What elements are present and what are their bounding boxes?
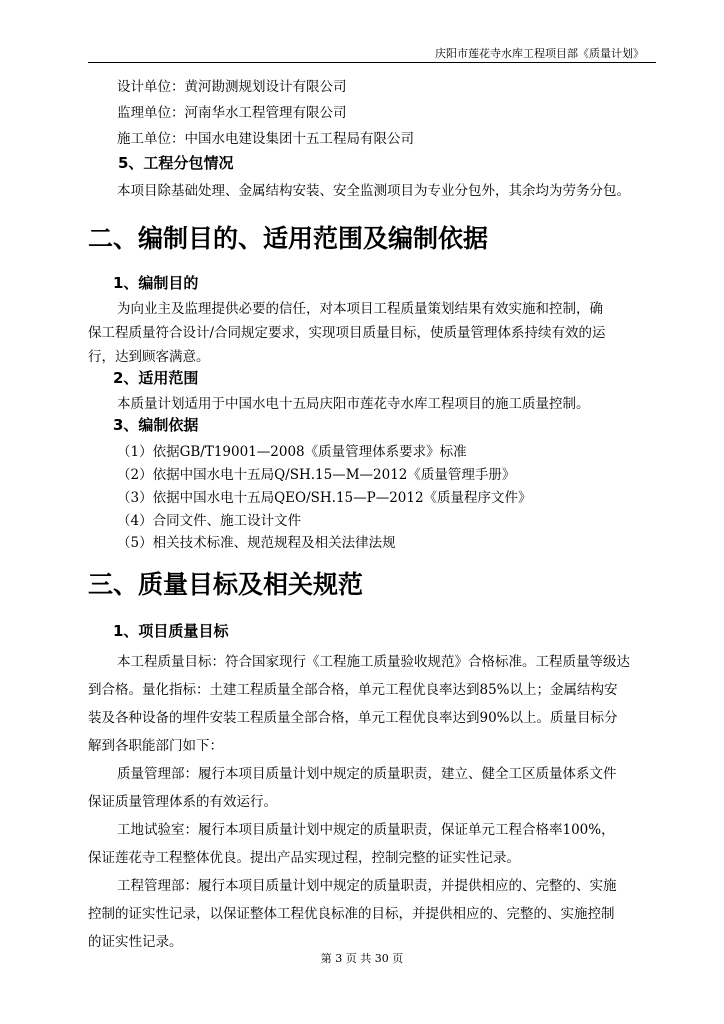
goal-line: 到合格。量化指标：土建工程质量全部合格，单元工程优良率达到85%以上；金属结构安 [88,682,618,698]
basis-heading: 3、编制依据 [113,416,199,434]
header-rule [88,62,656,63]
page-header: 庆阳市莲花寺水库工程项目部《质量计划》 [435,47,644,60]
basis-item: （1）依据GB/T19001—2008《质量管理体系要求》标准 [117,444,467,460]
supervision-unit: 监理单位：河南华水工程管理有限公司 [117,105,347,121]
goal-line: 装及各种设备的埋件安装工程质量全部合格，单元工程优良率达到90%以上。质量目标分 [88,710,618,726]
goal-line: 的证实性记录。 [88,934,183,950]
goal-line: 工地试验室：履行本项目质量计划中规定的质量职责，保证单元工程合格率100%， [117,822,615,838]
chapter-3-title: 三、质量目标及相关规范 [88,570,364,599]
goal-line: 解到各职能部门如下： [88,738,223,754]
chapter-2-title: 二、编制目的、适用范围及编制依据 [88,224,489,253]
goal-line: 保证质量管理体系的有效运行。 [88,794,277,810]
goal-line: 保证莲花寺工程整体优良。提出产品实现过程，控制完整的证实性记录。 [88,850,520,866]
goal-line: 质量管理部：履行本项目质量计划中规定的质量职责，建立、健全工区质量体系文件 [117,766,617,782]
scope-text: 本质量计划适用于中国水电十五局庆阳市莲花寺水库工程项目的施工质量控制。 [117,396,590,412]
basis-item: （3）依据中国水电十五局QEO/SH.15—P—2012《质量程序文件》 [117,490,532,506]
page-number: 第 3 页 共 30 页 [320,952,404,965]
goal-line: 控制的证实性记录，以保证整体工程优良标准的目标，并提供相应的、完整的、实施控制 [88,906,615,922]
design-unit: 设计单位：黄河勘测规划设计有限公司 [117,79,347,95]
section-5-heading: 5、工程分包情况 [118,154,234,172]
goal-heading: 1、项目质量目标 [113,622,229,640]
basis-item: （4）合同文件、施工设计文件 [117,513,302,529]
basis-item: （2）依据中国水电十五局Q/SH.15—M—2012《质量管理手册》 [117,467,516,483]
purpose-line: 行，达到顾客满意。 [88,349,210,365]
goal-line: 本工程质量目标：符合国家现行《工程施工质量验收规范》合格标准。工程质量等级达 [117,654,630,670]
purpose-line: 保工程质量符合设计/合同规定要求，实现项目质量目标，使质量管理体系持续有效的运 [88,325,606,341]
basis-item: （5）相关技术标准、规范规程及相关法律法规 [117,535,396,551]
section-5-text: 本项目除基础处理、金属结构安装、安全监测项目为专业分包外，其余均为劳务分包。 [117,183,630,199]
purpose-line: 为向业主及监理提供必要的信任，对本项目工程质量策划结果有效实施和控制，确 [117,301,603,317]
purpose-heading: 1、编制目的 [113,274,199,292]
construction-unit: 施工单位：中国水电建设集团十五工程局有限公司 [117,131,414,147]
goal-line: 工程管理部：履行本项目质量计划中规定的质量职责，并提供相应的、完整的、实施 [117,878,617,894]
scope-heading: 2、适用范围 [113,369,199,387]
